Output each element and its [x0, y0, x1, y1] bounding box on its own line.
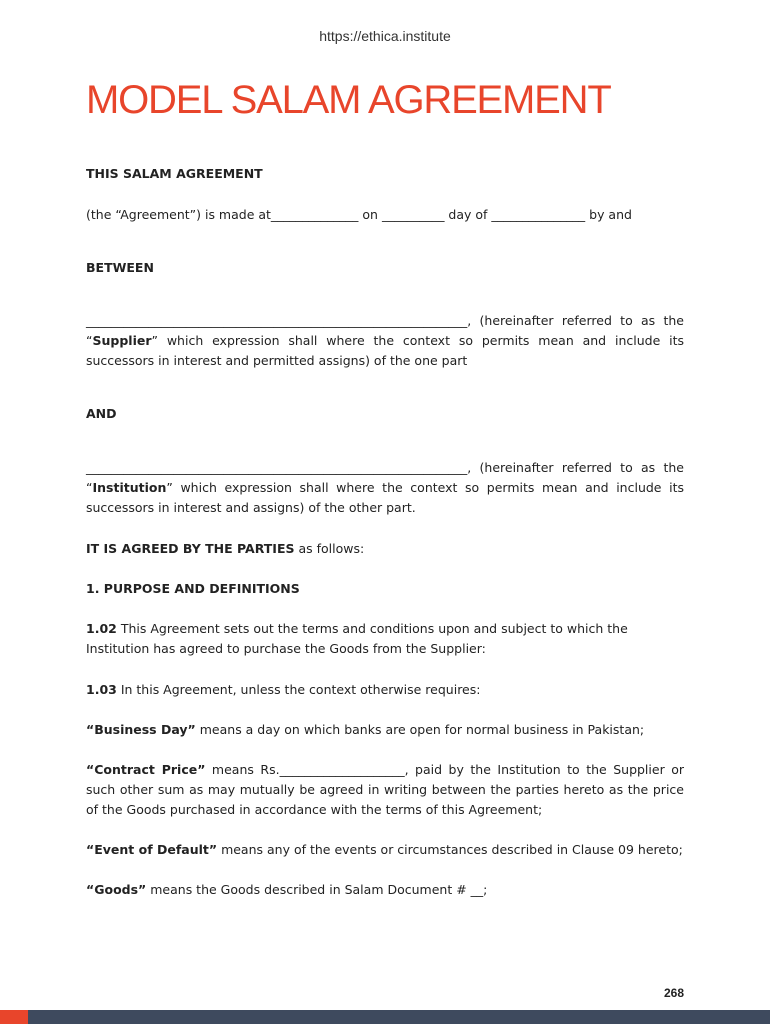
- and-heading: [86, 404, 684, 424]
- made-at-text: (the “Agreement”) is made at______________ on __________ day of _______________ by and: [86, 207, 632, 222]
- clause-1-02-text: [86, 619, 684, 659]
- clause-1-02-body: This Agreement sets out the terms and conditions upon and subject to which the Institution has agreed to purchase the Goods from the Supplier:: [86, 621, 628, 656]
- clause-1-02: [86, 619, 684, 659]
- supplier-blank: _____________________________________________________________,: [86, 313, 472, 328]
- definition-business-day: [86, 720, 684, 740]
- supplier-paragraph: [86, 311, 684, 371]
- definition-event-of-default: [86, 840, 684, 860]
- purpose-heading: 1. PURPOSE AND DEFINITIONS: [86, 581, 300, 596]
- footer-bar: [0, 1010, 770, 1024]
- definition-goods-body: means the Goods described in Salam Document # __;: [146, 882, 488, 897]
- document-title: MODEL SALAM AGREEMENT: [86, 78, 611, 122]
- institution-blank: _____________________________________________________________,: [86, 460, 472, 475]
- between-label: BETWEEN: [86, 260, 154, 275]
- clause-1-03-number: 1.03: [86, 682, 117, 697]
- agreed-bold: IT IS AGREED BY THE PARTIES: [86, 541, 295, 556]
- agreement-heading: [86, 164, 684, 184]
- this-agreement-heading: THIS SALAM AGREEMENT: [86, 166, 263, 181]
- definition-event-of-default-text: [86, 840, 684, 860]
- and-label: AND: [86, 406, 117, 421]
- institution-pre: (hereinafter referred to as the “: [86, 460, 684, 495]
- agreed-rest: as follows:: [294, 541, 365, 556]
- definition-contract-price: [86, 760, 684, 820]
- page-number: 268: [663, 986, 684, 1000]
- agreed-text: [86, 539, 684, 559]
- made-at-paragraph: [86, 205, 684, 225]
- supplier-text: [86, 311, 684, 371]
- definition-event-of-default-body: means any of the events or circumstances described in Clause 09 hereto;: [217, 842, 683, 857]
- source-url: https://ethica.institute: [319, 28, 451, 44]
- clause-1-02-number: 1.02: [86, 621, 117, 636]
- definition-goods-text: [86, 880, 684, 900]
- definition-goods-term: “Goods”: [86, 882, 147, 897]
- definition-business-day-text: [86, 720, 684, 740]
- purpose-section: [86, 579, 684, 599]
- between-heading: [86, 258, 684, 278]
- supplier-post: ” which expression shall where the context so permits mean and include its successors in interest and permitted assigns) of the one part: [86, 333, 684, 368]
- institution-paragraph: [86, 458, 684, 518]
- clause-1-03-body: In this Agreement, unless the context otherwise requires:: [116, 682, 481, 697]
- institution-post: ” which expression shall where the context so permits mean and include its successors in interest and assigns) of the other part.: [86, 480, 684, 515]
- clause-1-03-text: [86, 680, 684, 700]
- institution-text: [86, 458, 684, 518]
- agreed-paragraph: [86, 539, 684, 559]
- definition-event-of-default-term: “Event of Default”: [86, 842, 218, 857]
- definition-goods: [86, 880, 684, 900]
- definition-contract-price-text: [86, 760, 684, 820]
- clause-1-03: [86, 680, 684, 700]
- supplier-term: Supplier: [92, 333, 152, 348]
- definition-business-day-body: means a day on which banks are open for normal business in Pakistan;: [195, 722, 645, 737]
- definition-contract-price-body: means Rs.____________________, paid by the Institution to the Supplier or such other sum as may mutually be agreed in writing between the parties hereto as the price of the Goods purchased in accordance with the terms of this Agreement;: [86, 762, 684, 817]
- definition-business-day-term: “Business Day”: [86, 722, 196, 737]
- footer-accent: [0, 1010, 28, 1024]
- supplier-pre: (hereinafter referred to as the “: [86, 313, 684, 348]
- institution-term: Institution: [92, 480, 167, 495]
- definition-contract-price-term: “Contract Price”: [86, 762, 206, 777]
